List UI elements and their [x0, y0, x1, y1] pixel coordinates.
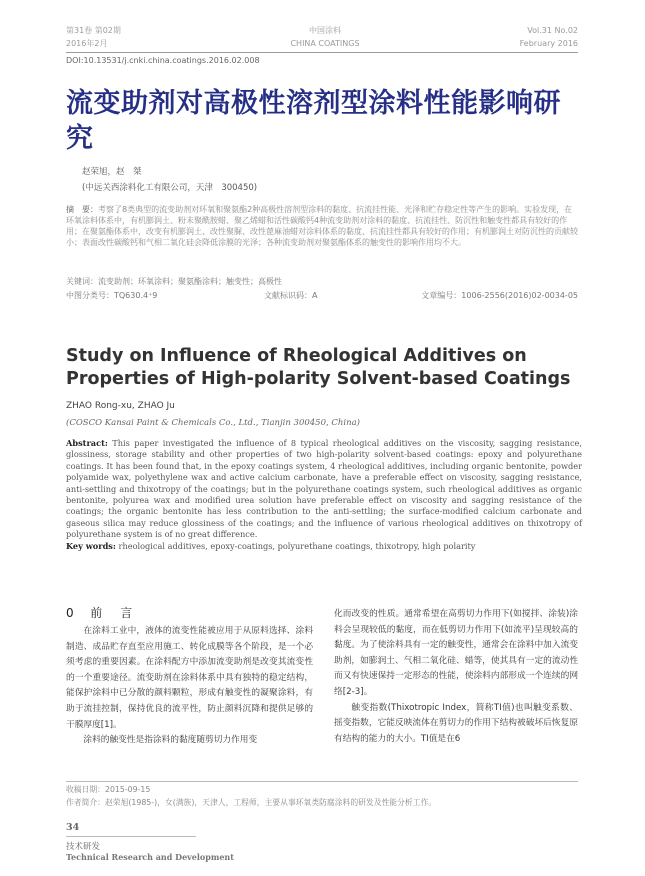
footer-rule	[66, 836, 196, 837]
authors-cn: 赵荣旭，赵 桀	[82, 167, 142, 177]
keywords-en-label: Key words:	[66, 540, 116, 551]
body-paragraph: 在涂料工业中，液体的流变性能被应用于从原料选择、涂料制造、成品贮存直至应用施工、转化成膜等各个阶段，是一个必须考虑的重要因素。在涂料配方中添加流变助剂是改变其流变性的一个重要途径。流变助剂在涂料体系中具有独特的稳定结构，能保护涂料中已分散的颜料颗粒，形成有触变性的凝聚涂料，有助于流挂控制，保持优良的流平性，防止颜料沉降和提供足够的干膜厚度[1]。	[66, 626, 313, 730]
authors-en: ZHAO Rong-xu, ZHAO Ju	[66, 401, 175, 411]
abstract-cn-text: 考察了8类典型的流变助剂对环氧和聚氨酯2种高极性溶剂型涂料的黏度、抗流挂性能、光泽和贮存稳定性等产生的影响。实验发现，在环氧涂料体系中，有机膨润土、粉末聚酰胺蜡、聚乙烯蜡和活性碳酸钙4种流变助剂对涂料的黏度、抗流挂性、防沉性和触变性都具有较好的作用；在聚氨酯体系中，改变有机膨润土、改性聚脲、改性蓖麻油蜡对涂料体系的黏度、抗流挂性都具有较好的作用；有机膨润土对防沉性的贡献较小；表面改性碳酸钙和气相二氧化硅会降低涂膜的光泽；各种流变助剂对聚氨酯体系的触变性的影响作用均不大。	[66, 205, 578, 247]
abstract-en-text: This paper investigated the influence of 8 typical rheological additives on the viscosity, sagging resistance, glossiness, storage stability and other properties of two high-polarity solvent-based coatings: epoxy and polyurethane coatings. It has been found that, in the epoxy coatings system, 4 rheological additives, including organic bentonite, powder polyamide wax, polyethylene wax and active calcium carbonate, have a preferable effect on viscosity, sagging resistance, anti-settling and thixotropy of the coatings; but in the polyurethane coatings system, such rheological additives as organic bentonite, polyurea wax and modified urea solution have preferable effect on viscosity and sagging resistance of the coatings; the organic bentonite has less contribution to the anti-settling; the surface-modified calcium carbonate and gaseous silica may reduce glossiness of the coatings; and the influence of various rheological additives on thixotropy of polyurethane system is of no great difference.	[66, 438, 582, 540]
header-date-cn: 2016年2月	[66, 39, 108, 48]
clc-number: 中图分类号：TQ630.4⁺9	[66, 291, 158, 300]
affiliation-cn: (中远关西涂料化工有限公司，天津 300450)	[82, 183, 258, 193]
body-column-left	[66, 624, 313, 749]
body-paragraph: 涂料的触变性是指涂料的黏度随剪切力作用变	[83, 735, 258, 746]
title-cn: 流变助剂对高极性溶剂型涂料性能影响研究	[66, 88, 561, 154]
column-title-cn: 技术研发	[66, 842, 101, 852]
keywords-en-text: rheological additives, epoxy-coatings, polyurethane coatings, thixotropy, high polarity	[118, 540, 476, 551]
body-paragraph: 化而改变的性质。通常希望在高剪切力作用下(如搅拌、涂装)涂料会呈现较低的黏度，而在低剪切力作用下(如流平)呈现较高的黏度。为了使涂料具有一定的触变性，通常会在涂料中加入流变助剂，如膨润土、气相二氧化硅、蜡等，使其具有一定的流动性而又有快速保持一定形态的性能，使涂料内部形成一个连续的网络[2-3]。	[334, 609, 578, 697]
keywords-cn	[66, 276, 578, 287]
section-number: 0	[66, 606, 77, 620]
received-date: 收稿日期：2015-09-15	[66, 785, 151, 794]
author-bio: 作者简介：赵荣旭(1985-)，女(满族)，天津人，工程师，主要从事环氧类防腐涂料的研发及性能分析工作。	[66, 798, 437, 807]
section-heading	[66, 604, 135, 621]
affiliation-en: (COSCO Kansai Paint & Chemicals Co., Ltd., Tianjin 300450, China)	[66, 418, 360, 428]
abstract-en-label: Abstract:	[66, 438, 108, 448]
article-number: 文章编号：1006-2556(2016)02-0034-05	[421, 291, 578, 300]
footnote-rule	[66, 781, 578, 782]
header-journal-en: CHINA COATINGS	[290, 39, 360, 48]
abstract-en	[66, 438, 582, 552]
title-en: Study on Influence of Rheological Additives on Properties of High-polarity Solvent-based Coatings	[66, 346, 571, 389]
header-date-en: February 2016	[519, 39, 578, 48]
document-code: 文献标识码：A	[264, 291, 318, 300]
header-rule	[66, 52, 578, 53]
section-title: 前 言	[90, 606, 136, 620]
header-volume-en: Vol.31 No.02	[527, 26, 578, 35]
header-journal-cn: 中国涂料	[309, 26, 341, 35]
abstract-cn-label: 摘 要：	[66, 205, 98, 214]
header-volume-cn: 第31卷 第02期	[66, 26, 121, 35]
body-paragraph: 触变指数(Thixotropic Index，简称TI值)也叫触变系数、摇变指数，它能反映流体在剪切力的作用下结构被破坏后恢复原有结构的能力的大小。TI值是在6	[334, 702, 578, 744]
keywords-cn-label: 关键词：	[66, 277, 98, 286]
body-column-right	[334, 607, 578, 747]
keywords-cn-text: 流变助剂；环氧涂料；聚氨酯涂料；触变性；高极性	[98, 277, 282, 286]
column-title-en: Technical Research and Development	[66, 852, 234, 862]
abstract-cn	[66, 204, 578, 248]
page-number: 34	[66, 822, 80, 833]
doi: DOI:10.13531/j.cnki.china.coatings.2016.02.008	[66, 56, 260, 65]
